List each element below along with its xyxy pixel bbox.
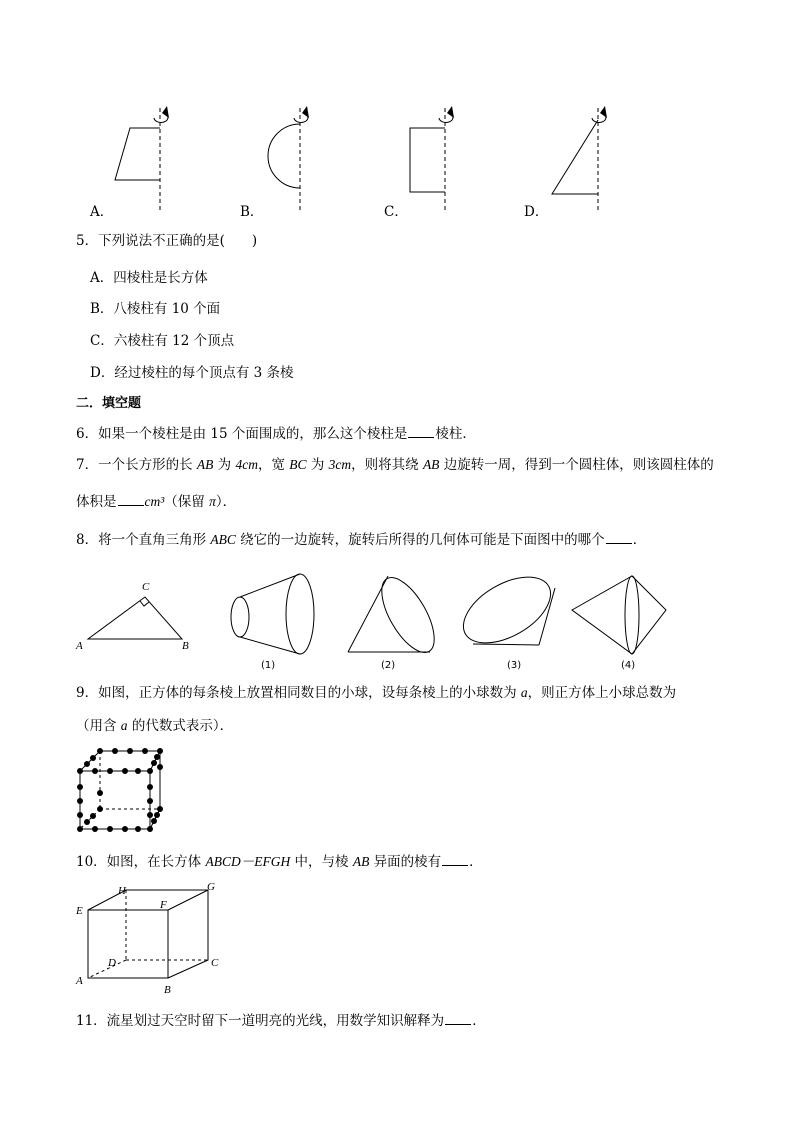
q8-caption-4: (4) xyxy=(621,660,636,671)
q10-label-f: F xyxy=(160,899,167,911)
q6-blank[interactable] xyxy=(408,425,434,438)
q4-option-b[interactable]: B． xyxy=(240,204,264,220)
q9-line1: 9．如图，正方体的每条棱上放置相同数目的小球，设每条棱上的小球数为 a，则正方体上小球总数为 xyxy=(76,685,677,701)
q4-option-c[interactable]: C． xyxy=(384,204,408,220)
q5-option-a[interactable]: A．四棱柱是长方体 xyxy=(90,270,208,286)
q11-blank[interactable] xyxy=(445,1012,471,1025)
q8-label-b: B xyxy=(182,640,189,652)
q10-label-g: G xyxy=(207,881,215,893)
q10-label-d: D xyxy=(108,957,116,969)
q4-option-d[interactable]: D． xyxy=(524,204,549,220)
q8-caption-2: (2) xyxy=(381,660,396,671)
q8-figure-4 xyxy=(566,570,676,670)
q8-label-c: C xyxy=(142,581,150,593)
q5-option-d[interactable]: D．经过棱柱的每个顶点有 3 条棱 xyxy=(90,365,294,381)
q10-label-e: E xyxy=(76,905,83,917)
q9-line2: （用含 a 的代数式表示）． xyxy=(76,718,234,734)
q4-figure-b xyxy=(260,100,340,215)
q8-figure-2 xyxy=(340,570,450,670)
q8-label-a: A xyxy=(76,640,83,652)
q11-text: 11．流星划过天空时留下一道明亮的光线，用数学知识解释为 ． xyxy=(76,1013,486,1029)
q7-line2: 体积是 cm³（保留 π）． xyxy=(76,494,237,510)
q10-label-b: B xyxy=(164,984,171,996)
q7-blank[interactable] xyxy=(118,493,144,506)
q4-figure-c xyxy=(400,100,480,215)
q8-blank[interactable] xyxy=(606,531,632,544)
q8-figure-3 xyxy=(455,570,565,670)
q10-cuboid-figure xyxy=(70,880,230,1000)
q5-stem: 5．下列说法不正确的是( ) xyxy=(76,233,258,249)
q5-option-c[interactable]: C．六棱柱有 12 个顶点 xyxy=(90,333,235,349)
q4-figure-a xyxy=(100,100,180,215)
q7-line1: 7．一个长方形的长 AB 为 4cm，宽 BC 为 3cm，则将其绕 AB 边旋转一周，得到一个圆柱体，则该圆柱体的 xyxy=(76,457,714,473)
q10-label-h: H xyxy=(118,885,126,897)
q8-text: 8．将一个直角三角形 ABC 绕它的一边旋转，旋转后所得的几何体可能是下面图中的哪个 ． xyxy=(76,532,647,548)
q10-label-a: A xyxy=(76,975,83,987)
q10-text: 10．如图，在长方体 ABCD－EFGH 中，与棱 AB 异面的棱有 ． xyxy=(76,854,483,870)
q6-text: 6．如果一个棱柱是由 15 个面围成的，那么这个棱柱是 棱柱． xyxy=(76,426,476,442)
q5-option-b[interactable]: B．八棱柱有 10 个面 xyxy=(90,301,221,317)
q10-blank[interactable] xyxy=(442,853,468,866)
q9-cube-balls-figure xyxy=(70,745,180,845)
section-title-fill-blank: 二．填空题 xyxy=(76,396,142,411)
q4-figure-d xyxy=(540,100,620,215)
q8-caption-1: (1) xyxy=(261,660,276,671)
q8-caption-3: (3) xyxy=(507,660,522,671)
q10-label-c: C xyxy=(211,957,219,969)
q8-figure-1 xyxy=(225,570,325,670)
q4-option-a[interactable]: A． xyxy=(90,204,114,220)
q8-triangle-figure xyxy=(70,575,210,655)
